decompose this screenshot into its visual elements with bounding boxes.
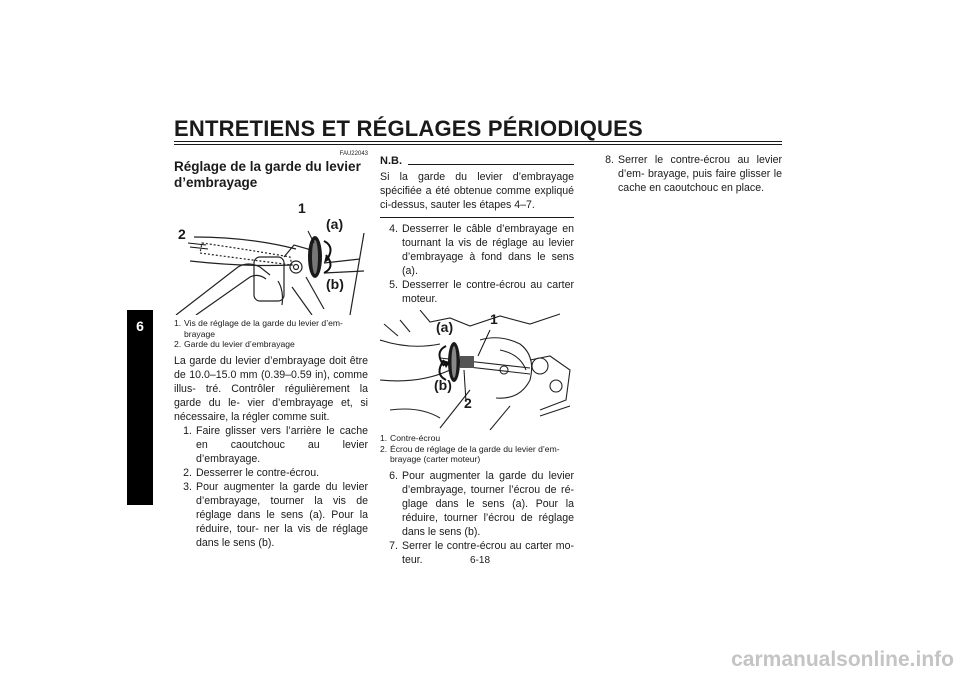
- step-item: 7. Serrer le contre-écrou au carter mo- teur.: [389, 539, 574, 566]
- page-title: ENTRETIENS ET RÉGLAGES PÉRIODIQUES: [174, 116, 643, 141]
- step-item: 8. Serrer le contre-écrou au levier d’em- brayage, puis faire glisser le cache en caoutchouc en place.: [605, 154, 782, 194]
- caption-item: 1. Contre-écrou: [380, 433, 441, 443]
- step-item: 3. Pour augmenter la garde du levier d’embrayage, tourner la vis de réglage dans le sens (a). Pour la réduire, tour- ner la vis de réglage dans le sens (b).: [183, 480, 368, 549]
- watermark[interactable]: carmanualsonline.info: [731, 648, 954, 671]
- figure-label-a: (a): [326, 216, 344, 232]
- note-text: Si la garde du levier d’embrayage spécifiée a été obtenue comme expliqué ci-dessus, sauter les étapes 4–7.: [380, 171, 574, 211]
- steps-list: [380, 222, 574, 306]
- column-2: [380, 154, 574, 567]
- clutch-lever-illustration: [174, 197, 368, 315]
- figure-label-b: (b): [326, 276, 344, 292]
- steps-list: [380, 469, 574, 567]
- figure-label-2: 2: [464, 395, 472, 411]
- step-item: 5. Desserrer le contre-écrou au carter moteur.: [389, 279, 574, 305]
- note-rule: [408, 164, 574, 165]
- figure-label-1: 1: [298, 200, 306, 216]
- caption-item: 2. Écrou de réglage de la garde du levier d’em- brayage (carter moteur): [380, 443, 560, 464]
- crankcase-adjuster-illustration: [380, 310, 574, 430]
- intro-paragraph: La garde du levier d’embrayage doit être de 10.0–15.0 mm (0.39–0.59 in), comme illus- tré. Contrôler régulièrement la garde du le- vier d’embrayage et, si nécessaire, la régler comme suit.: [174, 354, 368, 423]
- note-label: N.B.: [380, 155, 402, 167]
- figure-crankcase-adjuster: [380, 310, 574, 430]
- figure-caption-list: [174, 318, 368, 350]
- chapter-tab[interactable]: 6: [127, 310, 153, 505]
- caption-item: 2. Garde du levier d’embrayage: [174, 339, 295, 349]
- figure-label-2: 2: [178, 226, 186, 242]
- note-end-rule: [380, 217, 574, 218]
- column-1: [174, 150, 368, 550]
- figure-caption-list: [380, 433, 574, 465]
- reference-code: FAU22043: [339, 151, 368, 157]
- note-heading: [380, 154, 574, 168]
- step-item: 4. Desserrer le câble d’embrayage en tournant la vis de réglage au levier d’embrayage à fond dans le sens (a).: [389, 223, 574, 277]
- caption-item: 1. Vis de réglage de la garde du levier d’em- brayage: [174, 318, 343, 339]
- figure-label-1: 1: [490, 311, 498, 327]
- step-item: 1. Faire glisser vers l’arrière le cache en caoutchouc au levier d’embrayage.: [183, 424, 368, 465]
- column-3: [596, 153, 782, 195]
- section-title: Réglage de la garde du levier d’embrayage: [174, 159, 361, 190]
- step-item: 2. Desserrer le contre-écrou.: [183, 466, 320, 479]
- figure-clutch-lever: [174, 197, 368, 315]
- steps-list: [174, 424, 368, 550]
- steps-list: [596, 153, 782, 195]
- step-item: 6. Pour augmenter la garde du levier d’embrayage, tourner l’écrou de ré- glage dans le sens (a). Pour la réduire, tourner l’écrou de réglage dans le sens (b).: [389, 469, 574, 538]
- header-rule: [174, 141, 782, 145]
- figure-label-b: (b): [434, 377, 452, 393]
- page-number: 6-18: [469, 555, 490, 566]
- figure-label-a: (a): [436, 319, 454, 335]
